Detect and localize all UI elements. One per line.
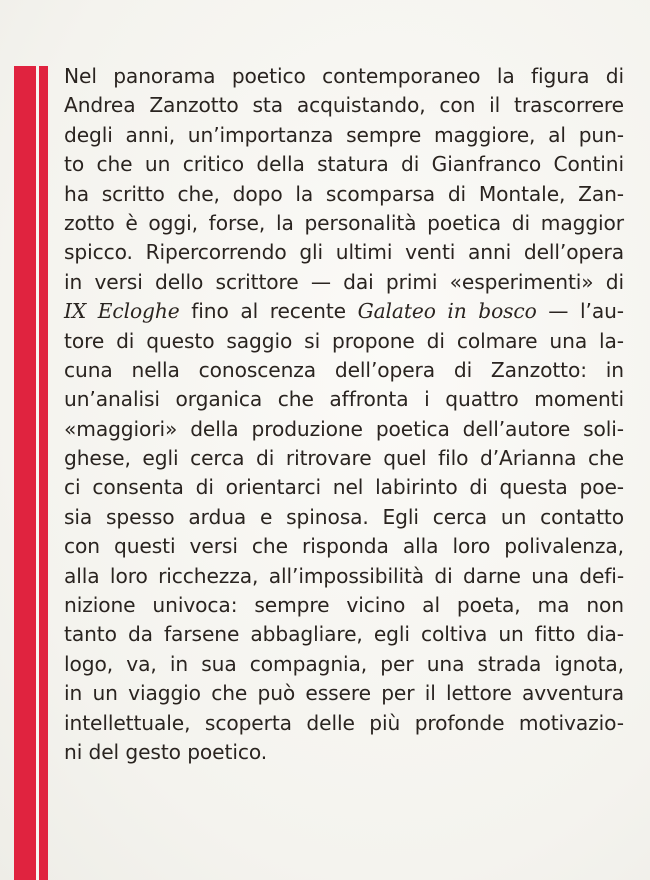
text-line: tore di questo saggio si propone di colmare una la- [64, 328, 624, 353]
text-line-with-titles [64, 297, 624, 326]
text-segment: fino al recente [179, 299, 358, 324]
accent-bar-divider [36, 66, 39, 880]
text-line: «maggiori» della produzione poetica dell’autore soli- [64, 416, 624, 441]
text-line-last: ni del gesto poetico. [64, 739, 268, 764]
text-line: logo, va, in sua compagnia, per una strada ignota, [64, 651, 624, 676]
blurb-paragraph [64, 62, 624, 767]
text-segment: — l’au- [536, 299, 624, 324]
text-line: Nel panorama poetico contemporaneo la figura di [64, 64, 624, 88]
text-line: to che un critico della statura di Gianfranco Contini [64, 152, 624, 177]
text-line: degli anni, un’importanza sempre maggiore, al pun- [64, 122, 624, 147]
text-line: in versi dello scrittore — dai primi «esperimenti» di [64, 269, 624, 294]
text-line: spicco. Ripercorrendo gli ultimi venti anni dell’opera [64, 240, 624, 265]
book-title-galateo-in-bosco: Galateo in bosco [357, 299, 537, 324]
text-line: ha scritto che, dopo la scomparsa di Montale, Zan- [64, 181, 624, 206]
text-line: in un viaggio che può essere per il lettore avventura [64, 681, 624, 706]
text-line: ci consenta di orientarci nel labirinto di questa poe- [64, 475, 624, 500]
text-line: Andrea Zanzotto sta acquistando, con il trascorrere [64, 93, 624, 118]
text-line: nizione univoca: sempre vicino al poeta, ma non [64, 593, 624, 618]
text-line: zotto è oggi, forse, la personalità poetica di maggior [64, 210, 624, 235]
text-line: tanto da farsene abbagliare, egli coltiva un fitto dia- [64, 622, 624, 647]
text-line: alla loro ricchezza, all’impossibilità di darne una defi- [64, 563, 624, 588]
text-line: sia spesso ardua e spinosa. Egli cerca un contatto [64, 504, 624, 529]
text-line: con questi versi che risponda alla loro polivalenza, [64, 534, 624, 559]
text-line: intellettuale, scoperta delle più profonde motivazio- [64, 710, 624, 735]
text-line: un’analisi organica che affronta i quattro momenti [64, 387, 624, 412]
red-accent-bar [14, 66, 48, 880]
text-line: ghese, egli cerca di ritrovare quel filo d’Arianna che [64, 446, 624, 471]
book-title-ix-ecloghe: IX Ecloghe [64, 299, 180, 324]
text-line: cuna nella conoscenza dell’opera di Zanzotto: in [64, 357, 624, 382]
